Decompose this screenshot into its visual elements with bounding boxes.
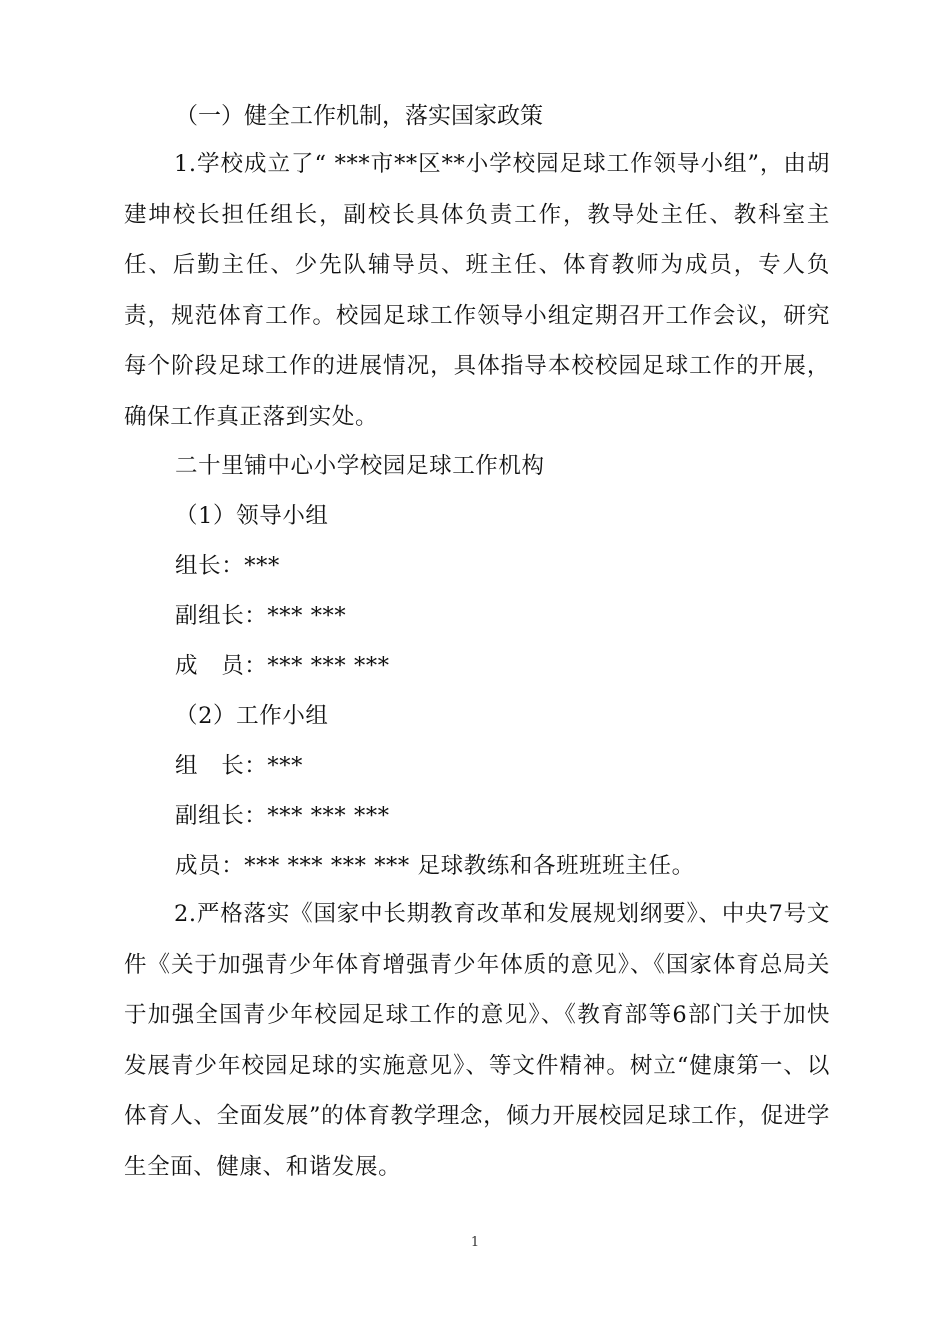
working-group-members: 成员：*** *** *** *** 足球教练和各班班班主任。 (175, 853, 695, 879)
leadership-group-deputy: 副组长：*** *** (175, 603, 347, 629)
working-group-leader: 组 长：*** (175, 753, 303, 779)
paragraph-policy-implementation: 2.严格落实《国家中长期教育改革和发展规划纲要》、中央7号文件《关于加强青少年体育增强青少年体质的意见》、《国家体育总局关于加强全国青少年校园足球工作的意见》、《教育部等6部门关于加快发展青少年校园足球的实施意见》、等文件精神。树立“健康第一、以体育人、全面发展”的体育教学理念，倾力开展校园足球工作，促进学生全面、健康、和谐发展。 (124, 901, 830, 1180)
working-group-title: （2）工作小组 (175, 703, 329, 729)
paragraph-leadership-group-setup: 1.学校成立了“ ***市**区**小学校园足球工作领导小组”，由胡建坤校长担任组长，副校长具体负责工作，教导处主任、教科室主任、后勤主任、少先队辅导员、班主任、体育教师为成员，专人负责，规范体育工作。校园足球工作领导小组定期召开工作会议，研究每个阶段足球工作的进展情况，具体指导本校校园足球工作的开展，确保工作真正落到实处。 (124, 151, 830, 430)
section-heading: （一）健全工作机制，落实国家政策 (175, 103, 543, 129)
page-number: 1 (470, 1235, 480, 1250)
leadership-group-leader: 组长：*** (175, 553, 280, 579)
org-structure-title: 二十里铺中心小学校园足球工作机构 (175, 453, 545, 479)
leadership-group-members: 成 员：*** *** *** (175, 653, 390, 679)
working-group-deputy: 副组长：*** *** *** (175, 803, 390, 829)
leadership-group-title: （1）领导小组 (175, 503, 329, 529)
